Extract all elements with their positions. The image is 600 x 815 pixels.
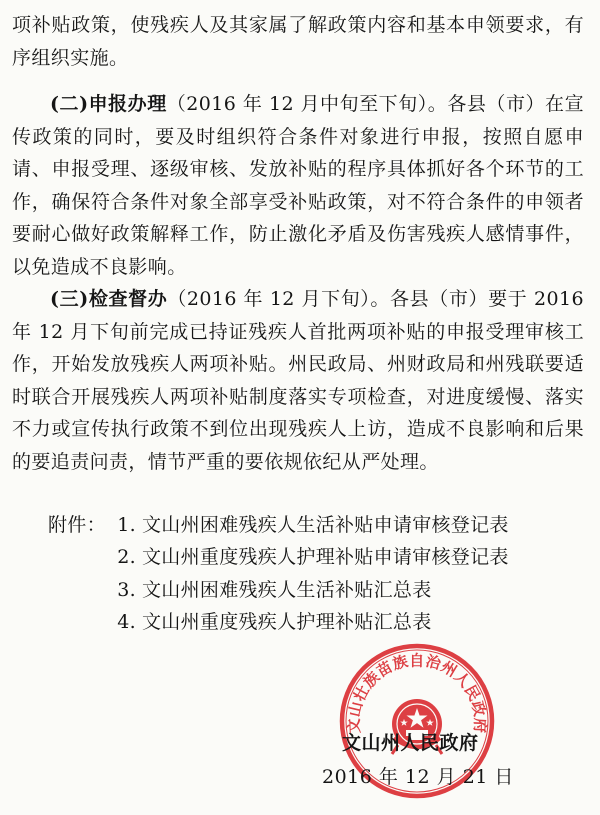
body-paragraph-2 — [12, 88, 584, 283]
attachment-number: 3. — [117, 579, 136, 601]
section-heading-2: (二)申报办理 — [50, 93, 167, 115]
attachment-item-3 — [48, 574, 432, 606]
attachment-title: 文山州重度残疾人护理补贴汇总表 — [142, 611, 432, 633]
attachment-label: 附件： — [48, 514, 106, 536]
attachment-item-2 — [48, 541, 509, 573]
issuer-name: 文山州人民政府 — [342, 732, 479, 754]
attachment-title: 文山州重度残疾人护理补贴申请审核登记表 — [142, 546, 509, 568]
body-paragraph-3 — [12, 283, 584, 478]
section-text-2: （2016 年 12 月中旬至下旬）。各县（市）在宣传政策的同时，要及时组织符合条件对象进行申报，按照自愿申请、申报受理、逐级审核、发放补贴的程序具体抓好各个环节的工作，确保符合条件对象全部享受补贴政策，对不符合条件的申领者要耐心做好政策解释工作，防止激化矛盾及伤害残疾人感情事件，以免造成不良影响。 — [12, 93, 584, 278]
seal-text: 文山壮族苗族自治州人民政府 — [344, 651, 490, 734]
attachment-item-1 — [48, 509, 509, 541]
attachment-title: 文山州困难残疾人生活补贴汇总表 — [142, 579, 432, 601]
attachment-number: 2. — [117, 546, 136, 568]
section-text-3: （2016 年 12 月下旬）。各县（市）要于 2016 年 12 月下旬前完成已持证残疾人首批两项补贴的申报受理审核工作，开始发放残疾人两项补贴。州民政局、州财政局和州残联要适时联合开展残疾人两项补贴制度落实专项检查，对进度缓慢、落实不力或宣传执行政策不到位出现残疾人上访，造成不良影响和后果的要追责问责，情节严重的要依规依纪从严处理。 — [12, 288, 584, 473]
body-paragraph-1: 项补贴政策，使残疾人及其家属了解政策内容和基本申领要求，有序组织实施。 — [12, 14, 584, 69]
attachment-number: 4. — [117, 611, 136, 633]
issue-date: 2016 年 12 月 21 日 — [322, 766, 514, 788]
attachment-item-4 — [48, 606, 432, 638]
attachment-title: 文山州困难残疾人生活补贴申请审核登记表 — [142, 514, 509, 536]
section-heading-3: (三)检查督办 — [50, 288, 168, 310]
attachment-number: 1. — [117, 514, 136, 536]
